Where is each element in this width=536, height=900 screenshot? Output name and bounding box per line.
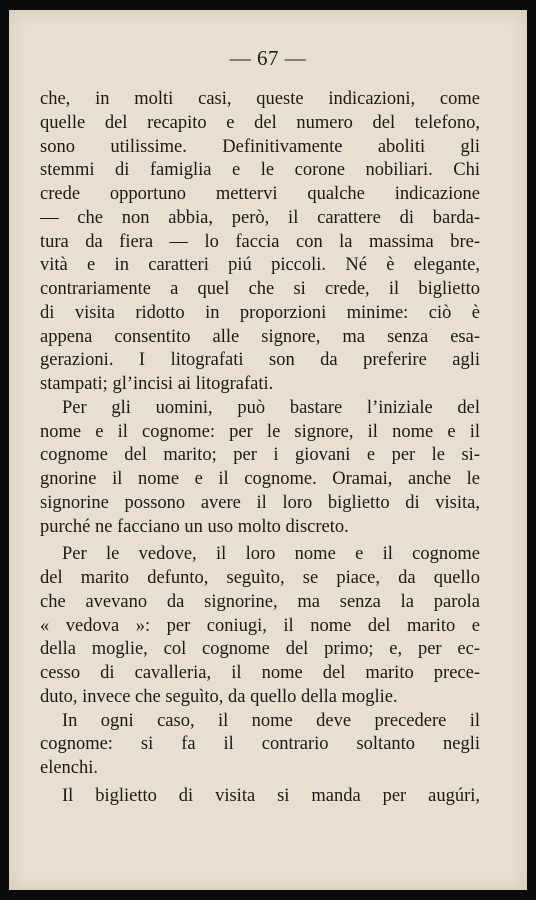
text-line: signorine possono avere il loro biglietto di visita, (40, 492, 480, 513)
body-text (40, 88, 480, 809)
text-line: purché ne facciano un uso molto discreto. (40, 516, 349, 537)
text-line: appena consentito alle signore, ma senza esa- (40, 326, 480, 347)
text-line: nome e il cognome: per le signore, il nome e il (40, 421, 480, 442)
text-line: « vedova »: per coniugi, il nome del marito e (40, 615, 480, 636)
text-line: contrariamente a quel che si crede, il biglietto (40, 279, 480, 299)
text-line: sono utilissime. Definitivamente aboliti gli (40, 136, 480, 157)
text-line: Il biglietto di visita si manda per augúri, (62, 785, 480, 806)
book-page (9, 10, 527, 890)
text-line: cognome del marito; per i giovani e per le si- (40, 445, 480, 466)
paragraph (40, 785, 480, 809)
text-line: cognome: si fa il contrario soltanto negli (40, 734, 480, 755)
paragraph (40, 397, 480, 540)
text-line: gerazioni. I litografati son da preferire agli (40, 350, 480, 371)
text-line: che avevano da signorine, ma senza la parola (40, 591, 480, 612)
text-line: della moglie, col cognome del primo; e, per ec- (40, 639, 480, 660)
paragraph (40, 543, 480, 709)
text-line: Per le vedove, il loro nome e il cognome (62, 544, 480, 565)
text-line: elenchi. (40, 758, 99, 778)
text-line: cesso di cavalleria, il nome del marito prece- (40, 663, 480, 683)
text-line: del marito defunto, seguìto, se piace, da quello (40, 568, 480, 588)
text-line: stemmi di famiglia e le corone nobiliari. Chi (40, 160, 480, 181)
text-line: tura da fiera — lo faccia con la massima bre- (40, 231, 480, 252)
text-line: di visita ridotto in proporzioni minime: ciò è (40, 302, 480, 323)
paragraph (40, 710, 480, 781)
text-line: stampati; gl’incisi ai litografati. (40, 374, 274, 394)
text-line: vità e in caratteri piú piccoli. Né è elegante, (40, 255, 480, 276)
text-line: quelle del recapito e del numero del telefono, (40, 112, 480, 133)
text-line: Per gli uomini, può bastare l’iniziale del (62, 397, 480, 418)
text-line: In ogni caso, il nome deve precedere il (62, 710, 480, 731)
text-line: gnorine il nome e il cognome. Oramai, anche le (40, 469, 480, 489)
text-line: crede opportuno mettervi qualche indicazione (40, 184, 480, 204)
text-line: che, in molti casi, queste indicazioni, come (40, 89, 480, 109)
paragraph (40, 88, 480, 397)
text-line: — che non abbia, però, il carattere di barda- (40, 207, 480, 228)
page-number: — 67 — (229, 46, 307, 70)
text-line: duto, invece che seguìto, da quello della moglie. (40, 686, 398, 707)
